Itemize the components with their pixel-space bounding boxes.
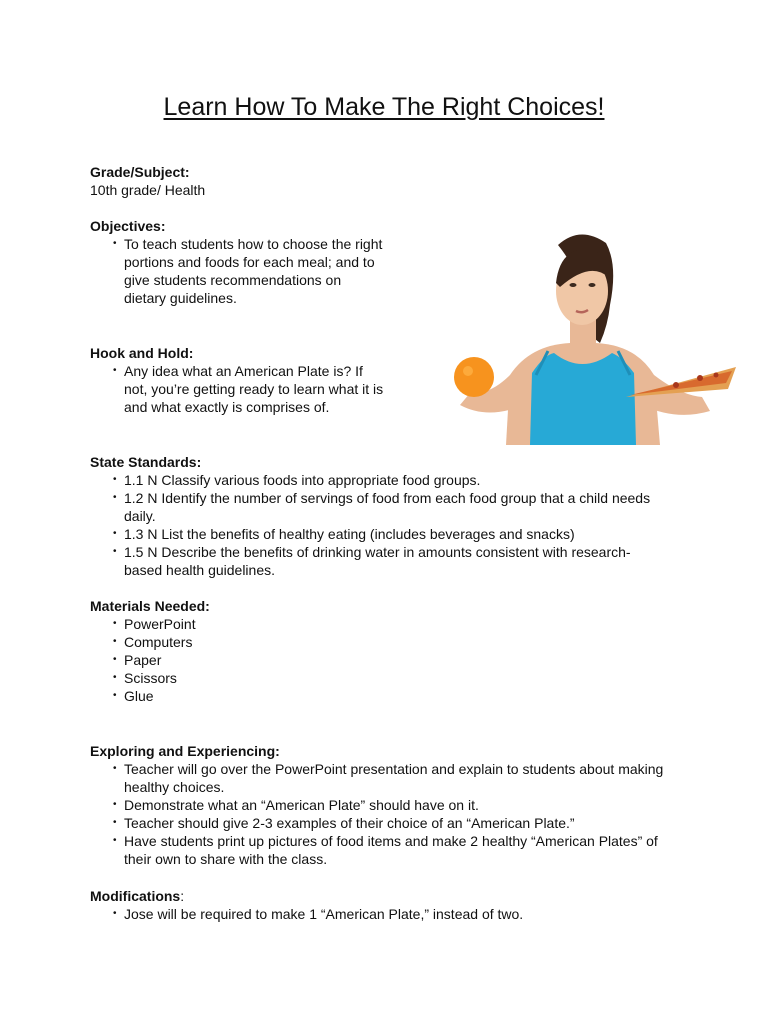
page-title: Learn How To Make The Right Choices! <box>163 93 605 121</box>
list-item: • 1.1 N Classify various foods into appropriate food groups. <box>90 471 668 489</box>
modifications-section <box>90 887 668 923</box>
hook-list <box>90 362 386 416</box>
grade-section <box>90 163 205 199</box>
standards-list <box>90 471 668 579</box>
list-item: • Glue <box>90 687 668 705</box>
modifications-colon: : <box>180 888 185 904</box>
materials-section <box>90 597 668 705</box>
list-item: • To teach students how to choose the right portions and foods for each meal; and to give students recommendations on dietary guidelines. <box>90 235 386 307</box>
objectives-list <box>90 235 386 307</box>
exploring-list <box>90 760 668 868</box>
list-item: • PowerPoint <box>90 615 668 633</box>
exploring-section <box>90 742 668 868</box>
materials-list <box>90 615 668 705</box>
modifications-heading: Modifications <box>90 888 181 904</box>
standards-heading: State Standards: <box>90 454 202 470</box>
materials-heading: Materials Needed: <box>90 598 210 614</box>
list-item: • Scissors <box>90 669 668 687</box>
grade-heading: Grade/Subject: <box>90 164 190 180</box>
exploring-heading: Exploring and Experiencing: <box>90 743 280 759</box>
list-item: • Any idea what an American Plate is? If not, you’re getting ready to learn what it is and what exactly is comprises of. <box>90 362 386 416</box>
hook-section <box>90 344 386 416</box>
list-item: • Paper <box>90 651 668 669</box>
woman-choosing-food-image <box>440 225 736 445</box>
list-item: • Teacher will go over the PowerPoint presentation and explain to students about making healthy choices. <box>90 760 668 796</box>
grade-value: 10th grade/ Health <box>90 182 206 198</box>
objectives-heading: Objectives: <box>90 218 166 234</box>
list-item: • Teacher should give 2-3 examples of their choice of an “American Plate.” <box>90 814 668 832</box>
hook-heading: Hook and Hold: <box>90 345 194 361</box>
list-item: • Computers <box>90 633 668 651</box>
objectives-section <box>90 217 386 307</box>
modifications-list <box>90 905 668 923</box>
list-item: • 1.3 N List the benefits of healthy eating (includes beverages and snacks) <box>90 525 668 543</box>
list-item: • 1.2 N Identify the number of servings of food from each food group that a child needs daily. <box>90 489 668 525</box>
list-item: • Demonstrate what an “American Plate” should have on it. <box>90 796 668 814</box>
list-item: • 1.5 N Describe the benefits of drinking water in amounts consistent with research-based health guidelines. <box>90 543 668 579</box>
list-item: • Have students print up pictures of food items and make 2 healthy “American Plates” of their own to share with the class. <box>90 832 668 868</box>
list-item: • Jose will be required to make 1 “American Plate,” instead of two. <box>90 905 668 923</box>
standards-section <box>90 453 668 579</box>
modifications-heading-line <box>90 887 668 905</box>
